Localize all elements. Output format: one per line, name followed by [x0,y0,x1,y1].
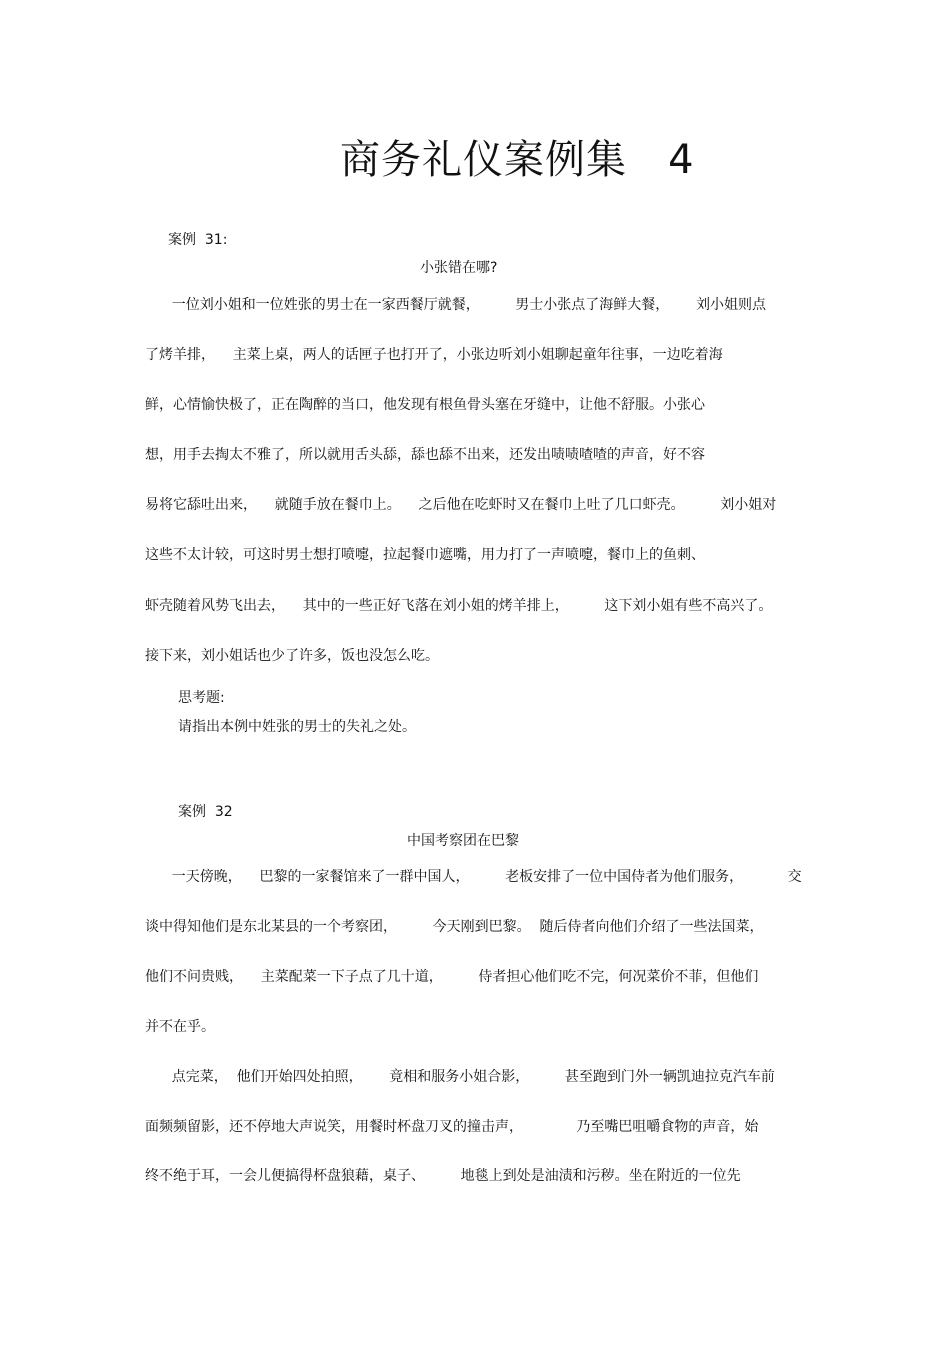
case-32-paragraph-line: 面频频留影，还不停地大声说笑，用餐时杯盘刀叉的撞击声， 乃至嘴巴咀嚼食物的声音，始 [145,1119,759,1135]
case-32-paragraph-line: 终不绝于耳，一会儿便搞得杯盘狼藉，桌子、 地毯上到处是油渍和污秽。坐在附近的一位先 [145,1168,741,1184]
case-32-paragraph-line: 一天傍晚， 巴黎的一家餐馆来了一群中国人， 老板安排了一位中国侍者为他们服务， 交 [145,869,802,885]
document-title: 商务礼仪案例集 4 [340,137,695,183]
case-32-paragraph-line: 谈中得知他们是东北某县的一个考察团， 今天刚到巴黎。 随后侍者向他们介绍了一些法国菜， [145,919,764,935]
case-32-title: 中国考察团在巴黎 [407,833,519,849]
case-32-label: 案例 32 [178,804,233,820]
case-31-title: 小张错在哪? [420,260,498,276]
case-31-paragraph-line: 接下来，刘小姐话也少了许多，饭也没怎么吃。 [145,648,439,664]
case-32-paragraph-line: 并不在乎。 [145,1019,215,1035]
case-31-paragraph-line: 一位刘小姐和一位姓张的男士在一家西餐厅就餐， 男士小张点了海鲜大餐， 刘小姐则点 [145,297,767,313]
case-31-question-label: 思考题: [178,690,225,706]
case-32-paragraph-line: 点完菜， 他们开始四处拍照， 竟相和服务小姐合影， 甚至跑到门外一辆凯迪拉克汽车前 [145,1069,775,1085]
case-31-paragraph-line: 了烤羊排， 主菜上桌，两人的话匣子也打开了，小张边听刘小姐聊起童年往事，一边吃着海 [145,347,723,363]
case-32-paragraph-line: 他们不问贵贱， 主菜配菜一下子点了几十道， 侍者担心他们吃不完，何况菜价不菲，但他们 [145,969,759,985]
case-31-paragraph-line: 鲜，心情愉快极了，正在陶醉的当口，他发现有根鱼骨头塞在牙缝中，让他不舒服。小张心 [145,397,705,413]
case-31-paragraph-line: 这些不太计较，可这时男士想打喷嚏，拉起餐巾遮嘴，用力打了一声喷嚏，餐巾上的鱼刺、 [145,547,705,563]
case-31-paragraph-line: 想，用手去掏太不雅了，所以就用舌头舔，舔也舔不出来，还发出啧啧喳喳的声音，好不容 [145,447,705,463]
case-31-paragraph-line: 虾壳随着风势飞出去， 其中的一些正好飞落在刘小姐的烤羊排上， 这下刘小姐有些不高兴了。 [145,598,773,614]
case-31-paragraph-line: 易将它舔吐出来， 就随手放在餐巾上。 之后他在吃虾时又在餐巾上吐了几口虾壳。 刘小姐对 [145,497,777,513]
case-31-question: 请指出本例中姓张的男士的失礼之处。 [178,719,416,735]
case-31-label: 案例 31: [168,232,228,248]
